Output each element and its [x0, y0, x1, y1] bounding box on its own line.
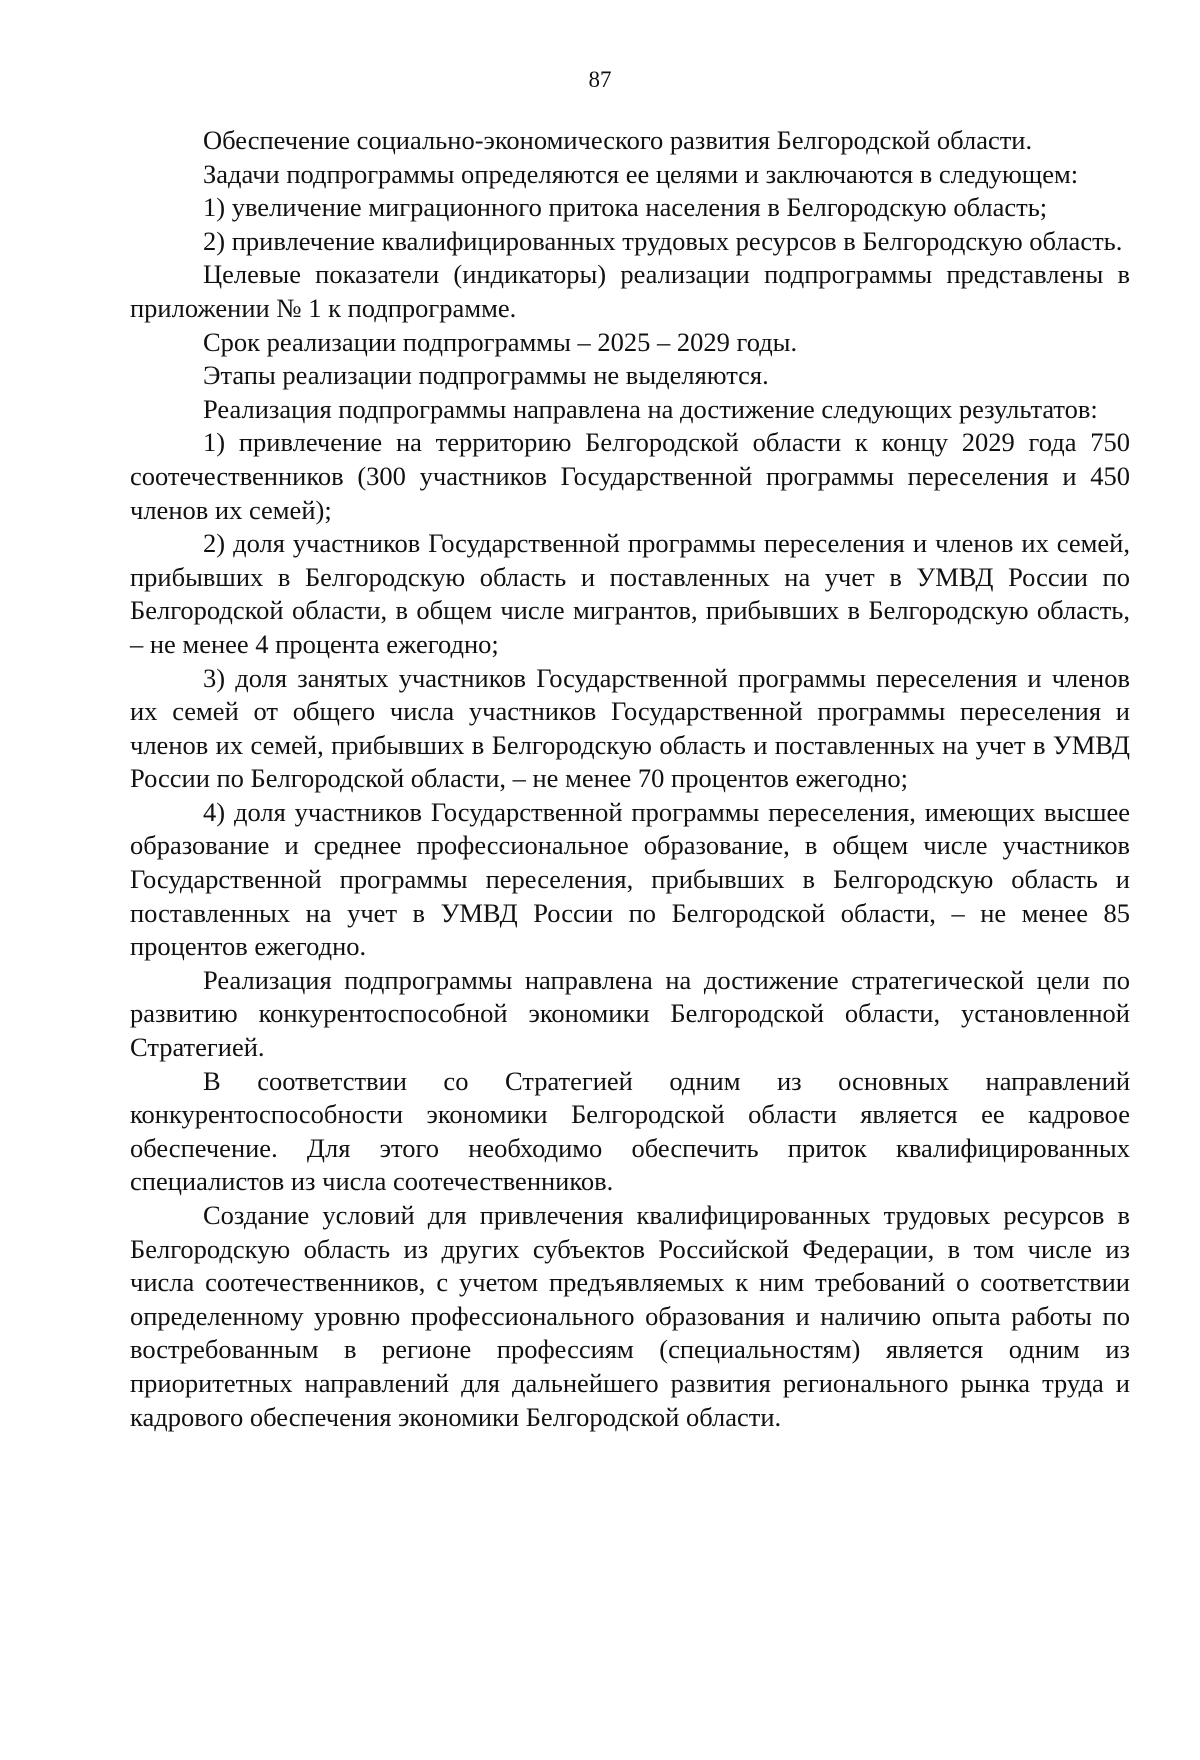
document-body: [130, 124, 1130, 1434]
paragraph-purpose: Обеспечение социально-экономического развития Белгородской области.: [203, 125, 1033, 155]
paragraph-result-4: 4) доля участников Государственной программы переселения, имеющих высшее образование и среднее профессиональное образование, в общем числе участников Государственной программы переселения, прибывших в Белгородскую область и поставленных на учет в УМВД России по Белгородской области, – не менее 85 процентов ежегодно.: [130, 796, 1130, 962]
paragraph-strategy: В соответствии со Стратегией одним из основных направлений конкурентоспособности экономики Белгородской области является ее кадровое обеспечение. Для этого необходимо обеспечить приток квалифицированных специалистов из числа соотечественников.: [130, 1065, 1130, 1197]
paragraph-task-2: 2) привлечение квалифицированных трудовых ресурсов в Белгородскую область.: [203, 225, 1123, 256]
paragraph-result-3: 3) доля занятых участников Государственной программы переселения и членов их семей от общего числа участников Государственной программы переселения и членов их семей, прибывших в Белгородскую область и поставленных на учет в УМВД России по Белгородской области, – не менее 70 процентов ежегодно;: [130, 662, 1130, 794]
paragraph-stages: Этапы реализации подпрограммы не выделяются.: [203, 360, 769, 391]
paragraph-result-2: 2) доля участников Государственной программы переселения и членов их семей, прибывших в Белгородскую область и поставленных на учет в УМВД России по Белгородской области, в общем числе мигрантов, прибывших в Белгородскую область, – не менее 4 процента ежегодно;: [130, 528, 1130, 659]
paragraph-indicators: Целевые показатели (индикаторы) реализации подпрограммы представлены в приложении № 1 к подпрограмме.: [130, 259, 1130, 323]
paragraph-strategic-goal: Реализация подпрограммы направлена на достижение стратегической цели по развитию конкурентоспособной экономики Белгородской области, установленной Стратегией.: [130, 964, 1130, 1063]
paragraph-tasks-intro: Задачи подпрограммы определяются ее целями и заключаются в следующем:: [203, 158, 1079, 189]
page-number: 87: [588, 67, 612, 92]
paragraph-results-intro: Реализация подпрограммы направлена на достижение следующих результатов:: [203, 393, 1098, 424]
paragraph-period: Срок реализации подпрограммы – 2025 – 2029 годы.: [203, 326, 798, 357]
paragraph-task-1: 1) увеличение миграционного притока населения в Белгородскую область;: [203, 192, 1048, 223]
paragraph-conditions: Создание условий для привлечения квалифицированных трудовых ресурсов в Белгородскую область из других субъектов Российской Федерации, в том числе из числа соотечественников, с учетом предъявляемых к ним требований о соответствии определенному уровню профессионального образования и наличию опыта работы по востребованным в регионе профессиям (специальностям) является одним из приоритетных направлений для дальнейшего развития регионального рынка труда и кадрового обеспечения экономики Белгородской области.: [130, 1200, 1130, 1432]
paragraph-result-1: 1) привлечение на территорию Белгородской области к концу 2029 года 750 соотечественников (300 участников Государственной программы переселения и 450 членов их семей);: [130, 427, 1130, 525]
